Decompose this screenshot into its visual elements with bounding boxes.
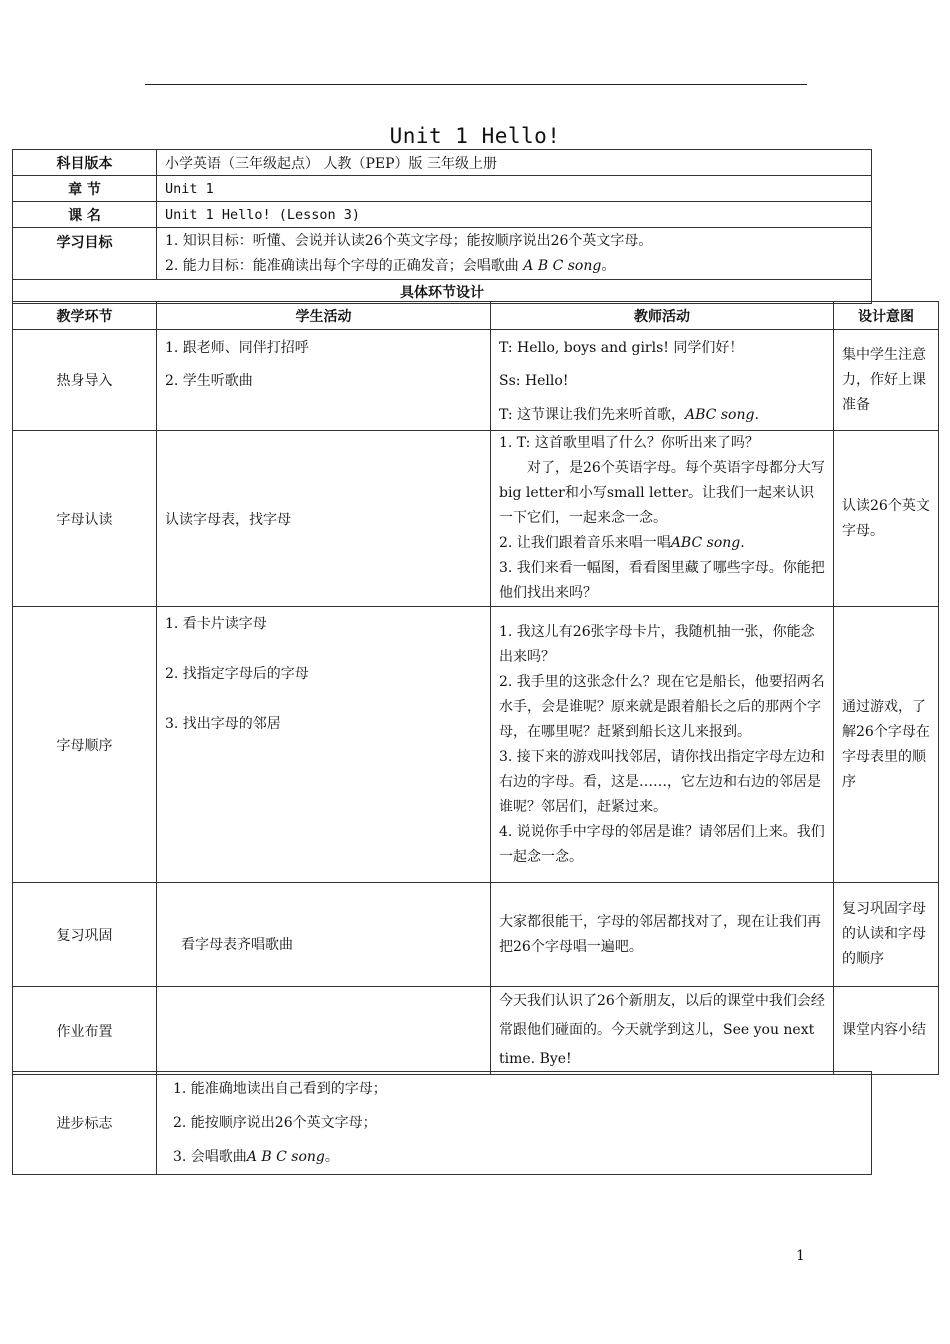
intent-cell: 认读26个英文字母。: [834, 431, 939, 607]
goal-knowledge: 1. 知识目标：听懂、会说并认读26个英文字母；能按顺序说出26个英文字母。: [165, 232, 653, 249]
col-header-student: 学生活动: [157, 302, 491, 330]
teacher-line: 1. T: 这首歌里唱了什么？你听出来了吗？: [499, 435, 759, 451]
progress-item: [173, 1140, 863, 1174]
song-title: ABC song: [685, 407, 755, 423]
teacher-text: 2. 让我们跟着音乐来唱一唱: [499, 535, 671, 551]
teacher-line: [499, 400, 825, 430]
student-cell: [157, 607, 491, 883]
progress-table: [12, 1071, 872, 1175]
lesson-info-table: [12, 149, 872, 304]
lesson-label: 课 名: [13, 202, 157, 228]
teacher-line: 对了，是26个英语字母。每个英语字母都分大写big letter和小写small letter。让我们一起来认识一下它们，一起来念一念。: [499, 460, 825, 526]
teacher-cell: 今天我们认识了26个新朋友，以后的课堂中我们会经常跟他们碰面的。今天就学到这儿，See you next time. Bye!: [491, 987, 834, 1075]
stage-cell: 字母顺序: [13, 607, 157, 883]
table-row: [13, 607, 939, 883]
student-cell: 看字母表齐唱歌曲: [157, 883, 491, 987]
teacher-line: T: Hello, boys and girls! 同学们好！: [499, 340, 744, 356]
student-cell: 认读字母表，找字母: [157, 431, 491, 607]
student-line: 2. 学生听歌曲: [165, 373, 253, 389]
lesson-row: [13, 202, 872, 228]
subject-row: [13, 150, 872, 176]
student-line: 1. 跟老师、同伴打招呼: [165, 340, 309, 356]
student-cell: [157, 330, 491, 431]
student-line: 1. 看卡片读字母: [165, 616, 267, 632]
page-number: 1: [796, 1248, 805, 1264]
teacher-line: Ss: Hello!: [499, 373, 569, 389]
goals-value: [157, 228, 872, 280]
student-line: 3. 找出字母的邻居: [165, 716, 281, 732]
progress-label: 进步标志: [13, 1072, 157, 1175]
teaching-steps-table: [12, 301, 939, 1075]
col-header-teacher: 教师活动: [491, 302, 834, 330]
teacher-line: [499, 531, 825, 556]
teacher-cell: [491, 431, 834, 607]
stage-cell: 作业布置: [13, 987, 157, 1075]
chapter-label: 章 节: [13, 176, 157, 202]
chapter-row: [13, 176, 872, 202]
teacher-cell: 大家都很能干，字母的邻居都找对了，现在让我们再把26个字母唱一遍吧。: [491, 883, 834, 987]
subject-label: 科目版本: [13, 150, 157, 176]
teacher-text-end: .: [754, 407, 759, 423]
table-row: [13, 883, 939, 987]
design-header: 具体环节设计: [13, 280, 872, 304]
stage-cell: 热身导入: [13, 330, 157, 431]
table-row: [13, 431, 939, 607]
table-row: [13, 330, 939, 431]
teacher-line: 3. 我们来看一幅图，看看图里藏了哪些字母。你能把他们找出来吗？: [499, 560, 825, 601]
goal-ability-end: 。: [601, 257, 616, 274]
song-title: A B C song: [246, 1149, 325, 1165]
student-cell: [157, 987, 491, 1075]
stage-cell: 字母认读: [13, 431, 157, 607]
progress-row: [13, 1072, 872, 1175]
teacher-line: 2. 我手里的这张念什么？现在它是船长，他要招两名水手，会是谁呢？原来就是跟着船长之后的那两个字母，在哪里呢？赶紧到船长这儿来报到。: [499, 673, 825, 740]
progress-item-end: 。: [324, 1149, 339, 1165]
document-title: Unit 1 Hello!: [389, 124, 561, 148]
progress-item-text: 3. 会唱歌曲: [173, 1149, 247, 1165]
intent-cell: 复习巩固字母的认读和字母的顺序: [834, 883, 939, 987]
progress-items: [157, 1072, 872, 1175]
table-row: [13, 987, 939, 1075]
teacher-cell: [491, 607, 834, 883]
lesson-value: Unit 1 Hello! (Lesson 3): [157, 202, 872, 228]
goals-label: 学习目标: [13, 228, 157, 280]
goals-row: [13, 228, 872, 280]
teacher-cell: [491, 330, 834, 431]
student-line: 2. 找指定字母后的字母: [165, 666, 309, 682]
teacher-line: 3. 接下来的游戏叫找邻居，请你找出指定字母左边和右边的字母。看，这是……，它左边和右边的邻居是谁呢？邻居们，赶紧过来。: [499, 748, 825, 815]
progress-item: 2. 能按顺序说出26个英文字母；: [173, 1115, 377, 1131]
header-rule: [145, 84, 807, 85]
progress-item: 1. 能准确地读出自己看到的字母；: [173, 1081, 387, 1097]
col-header-stage: 教学环节: [13, 302, 157, 330]
teacher-line: 1. 我这儿有26张字母卡片，我随机抽一张，你能念出来吗？: [499, 623, 815, 665]
teacher-text: T: 这节课让我们先来听首歌，: [499, 407, 686, 423]
chapter-value: Unit 1: [157, 176, 872, 202]
intent-cell: 课堂内容小结: [834, 987, 939, 1075]
design-header-row: [13, 280, 872, 304]
col-header-intent: 设计意图: [834, 302, 939, 330]
column-header-row: [13, 302, 939, 330]
subject-value: 小学英语（三年级起点） 人教（PEP）版 三年级上册: [157, 150, 872, 176]
teacher-line: 4. 说说你手中字母的邻居是谁？请邻居们上来。我们一起念一念。: [499, 823, 825, 865]
stage-cell: 复习巩固: [13, 883, 157, 987]
intent-cell: 集中学生注意力，作好上课准备: [834, 330, 939, 431]
goal-ability-song: A B C song: [523, 257, 602, 274]
song-title: ABC song: [670, 535, 741, 551]
goal-ability: [165, 254, 863, 279]
intent-cell: 通过游戏，了解26个字母在字母表里的顺序: [834, 607, 939, 883]
teacher-text-end: .: [740, 535, 745, 551]
goal-ability-text: 2. 能力目标：能准确读出每个字母的正确发音；会唱歌曲: [165, 257, 519, 274]
